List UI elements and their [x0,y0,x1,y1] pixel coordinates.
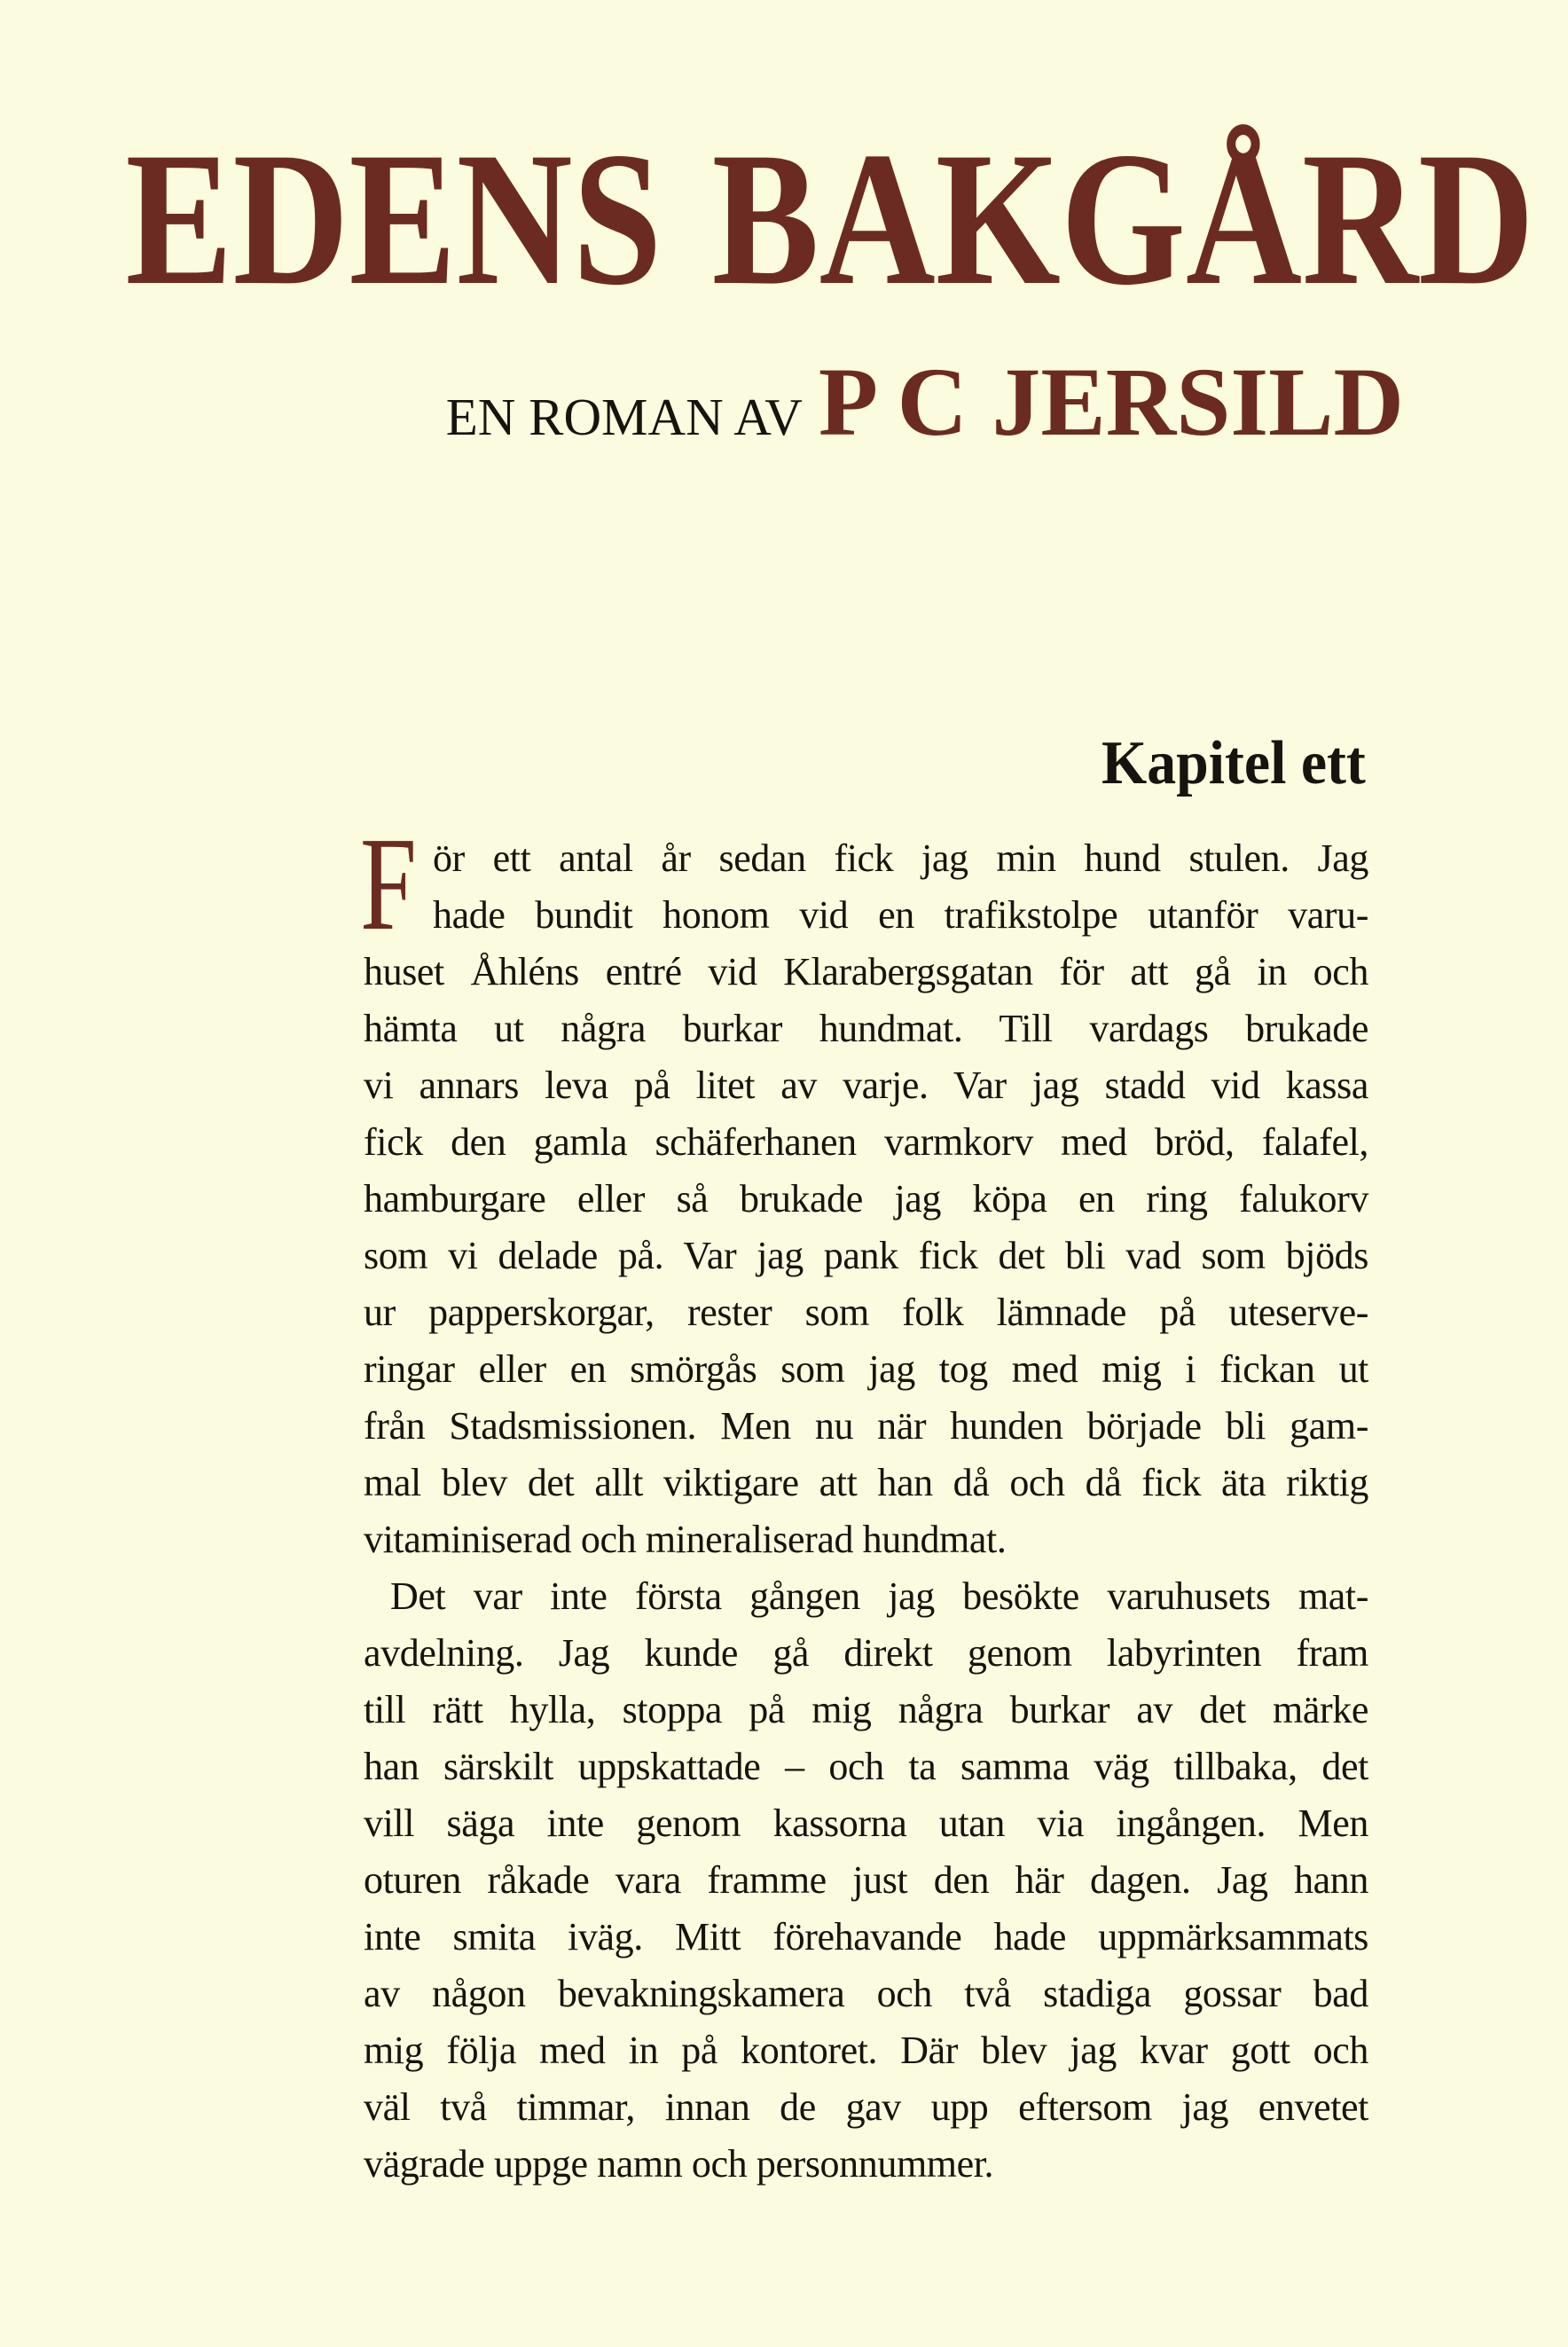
text-line: mig följa med in på kontoret. Där blev jag kvar gott och [364,2029,1368,2072]
text-line: han särskilt uppskattade – och ta samma väg tillbaka, det [364,1745,1368,1788]
byline-prefix: EN ROMAN AV [445,388,803,446]
text-line: till rätt hylla, stoppa på mig några burkar av det märke [364,1688,1368,1731]
text-line: avdelning. Jag kunde gå direkt genom labyrinten fram [364,1631,1368,1675]
text-line: ringar eller en smörgås som jag tog med mig i fickan ut [364,1347,1368,1391]
text-line: fick den gamla schäferhanen varmkorv med bröd, falafel, [364,1120,1368,1164]
byline-author: P C JERSILD [818,348,1404,456]
text-line: hamburgare eller så brukade jag köpa en ring falukorv [364,1177,1368,1221]
body-text [364,830,1368,2193]
text-line: vitaminiserad och mineraliserad hundmat. [364,1518,1007,1561]
text-line: ur papperskorgar, rester som folk lämnade på uteserve- [364,1291,1368,1334]
text-line: som vi delade på. Var jag pank fick det bli vad som bjöds [364,1234,1368,1277]
text-line: oturen råkade vara framme just den här dagen. Jag hann [364,1858,1368,1902]
text-line: Det var inte första gången jag besökte varuhusets mat- [390,1574,1368,1618]
text-line: vägrade uppge namn och personnummer. [364,2142,994,2186]
text-line: väl två timmar, innan de gav upp eftersom jag envetet [364,2085,1368,2129]
book-title: EDENS BAKGÅRD [125,113,1535,325]
text-line: från Stadsmissionen. Men nu när hunden började bli gam- [364,1404,1368,1448]
byline [445,348,1404,456]
text-line: mal blev det allt viktigare att han då och då fick äta riktig [364,1461,1368,1504]
text-line: ör ett antal år sedan fick jag min hund stulen. Jag [433,836,1368,880]
text-line: av någon bevakningskamera och två stadiga gossar bad [364,1972,1368,2015]
drop-cap: F [360,809,417,958]
text-line: vi annars leva på litet av varje. Var jag stadd vid kassa [364,1064,1368,1107]
text-line: hämta ut några burkar hundmat. Till vardags brukade [364,1007,1368,1050]
text-line: vill säga inte genom kassorna utan via ingången. Men [364,1801,1368,1845]
chapter-heading: Kapitel ett [1102,729,1366,797]
text-line: huset Åhléns entré vid Klarabergsgatan för att gå in och [364,950,1368,993]
text-line: hade bundit honom vid en trafikstolpe utanför varu- [433,893,1368,937]
text-line: inte smita iväg. Mitt förehavande hade uppmärksammats [364,1915,1368,1958]
